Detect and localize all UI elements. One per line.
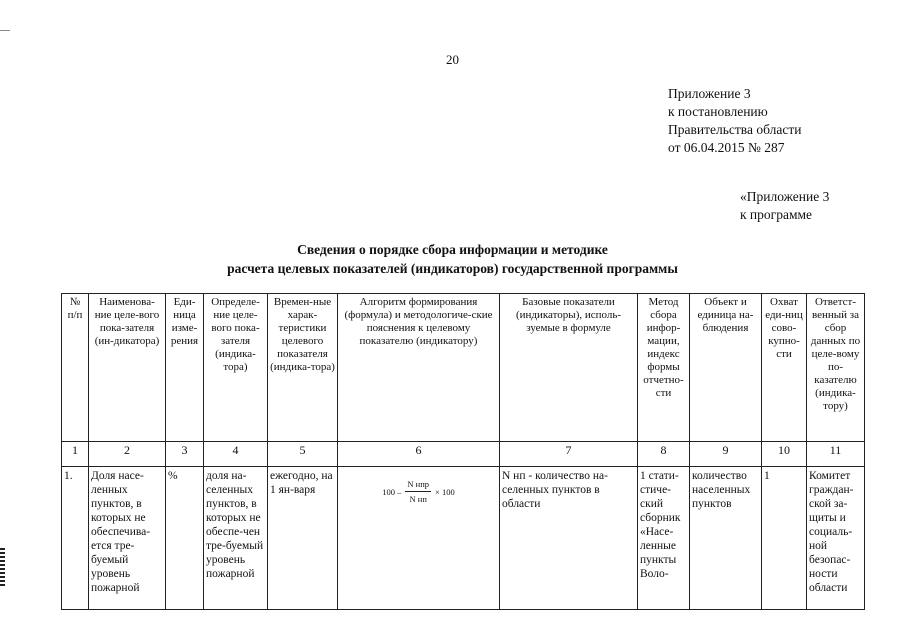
formula-suffix: × 100	[435, 486, 455, 497]
header-cell: Алгоритм формирования (формула) и методологиче-ские пояснения к целевому показателю (индикатору)	[338, 294, 500, 442]
page-number: 20	[446, 52, 459, 67]
column-number: 5	[268, 442, 338, 467]
document-title	[0, 240, 905, 278]
formula-prefix: 100 –	[382, 486, 402, 497]
title-line: Сведения о порядке сбора информации и методике	[297, 242, 608, 257]
header-cell: Определе-ние целе-вого пока-зателя (индика-тора)	[204, 294, 268, 442]
column-number: 11	[807, 442, 865, 467]
column-number: 2	[89, 442, 166, 467]
column-number: 8	[638, 442, 690, 467]
row-number: 1.	[62, 467, 89, 610]
header-cell: Охват еди-ниц сово-купно-сти	[762, 294, 807, 442]
scan-binding-marks	[0, 548, 5, 588]
header-cell: Еди-ница изме-рения	[166, 294, 204, 442]
header-cell: Метод сбора инфор-мации, индекс формы отчетно-сти	[638, 294, 690, 442]
base-indicators: N нп - количество на-селенных пунктов в области	[500, 467, 638, 610]
collection-method: 1 стати-стиче-ский сборник «Насе-ленные пункты Воло-	[638, 467, 690, 610]
column-number: 4	[204, 442, 268, 467]
header-cell: Времен-ные харак-теристики целевого показателя (индика-тора)	[268, 294, 338, 442]
formula-cell	[338, 467, 500, 610]
appendix-resolution	[668, 85, 801, 157]
formula-numerator: N нпр	[405, 477, 431, 492]
observation-object: количество населенных пунктов	[690, 467, 762, 610]
column-number: 1	[62, 442, 89, 467]
time-characteristics: ежегодно, на 1 ян-варя	[268, 467, 338, 610]
appendix-line: к постановлению	[668, 104, 768, 119]
column-number: 3	[166, 442, 204, 467]
indicator-name: Доля насе-ленных пунктов, в которых не обеспечива-ется тре-буемый уровень пожарной	[89, 467, 166, 610]
scan-edge-mark	[0, 30, 10, 31]
column-number: 9	[690, 442, 762, 467]
formula-fraction	[405, 477, 431, 506]
header-cell: Объект и единица на-блюдения	[690, 294, 762, 442]
appendix-line: от 06.04.2015 № 287	[668, 140, 785, 155]
formula	[340, 477, 497, 506]
table-row	[62, 467, 865, 610]
appendix-line: Приложение 3	[668, 86, 751, 101]
header-cell: Базовые показатели (индикаторы), исполь-зуемые в формуле	[500, 294, 638, 442]
header-cell: № п/п	[62, 294, 89, 442]
coverage: 1	[762, 467, 807, 610]
table-header-row	[62, 294, 865, 442]
appendix-line: Правительства области	[668, 122, 802, 137]
column-number: 6	[338, 442, 500, 467]
header-cell: Ответст-венный за сбор данных по целе-вому по-казателю (индика-тору)	[807, 294, 865, 442]
appendix-program-line: к программе	[740, 207, 813, 222]
column-number-row	[62, 442, 865, 467]
appendix-program	[740, 188, 829, 224]
header-cell: Наименова-ние целе-вого пока-зателя (ин-дикатора)	[89, 294, 166, 442]
responsible-body: Комитет граждан-ской за-щиты и социаль-ной безопас-ности области	[807, 467, 865, 610]
column-number: 7	[500, 442, 638, 467]
appendix-program-line: «Приложение 3	[740, 189, 830, 204]
unit: %	[166, 467, 204, 610]
title-line: расчета целевых показателей (индикаторов) государственной программы	[227, 261, 678, 276]
indicator-definition: доля на-селенных пунктов, в которых не обеспе-чен тре-буемый уровень пожарной	[204, 467, 268, 610]
column-number: 10	[762, 442, 807, 467]
indicators-table	[61, 293, 865, 610]
formula-denominator: N нп	[409, 494, 427, 504]
